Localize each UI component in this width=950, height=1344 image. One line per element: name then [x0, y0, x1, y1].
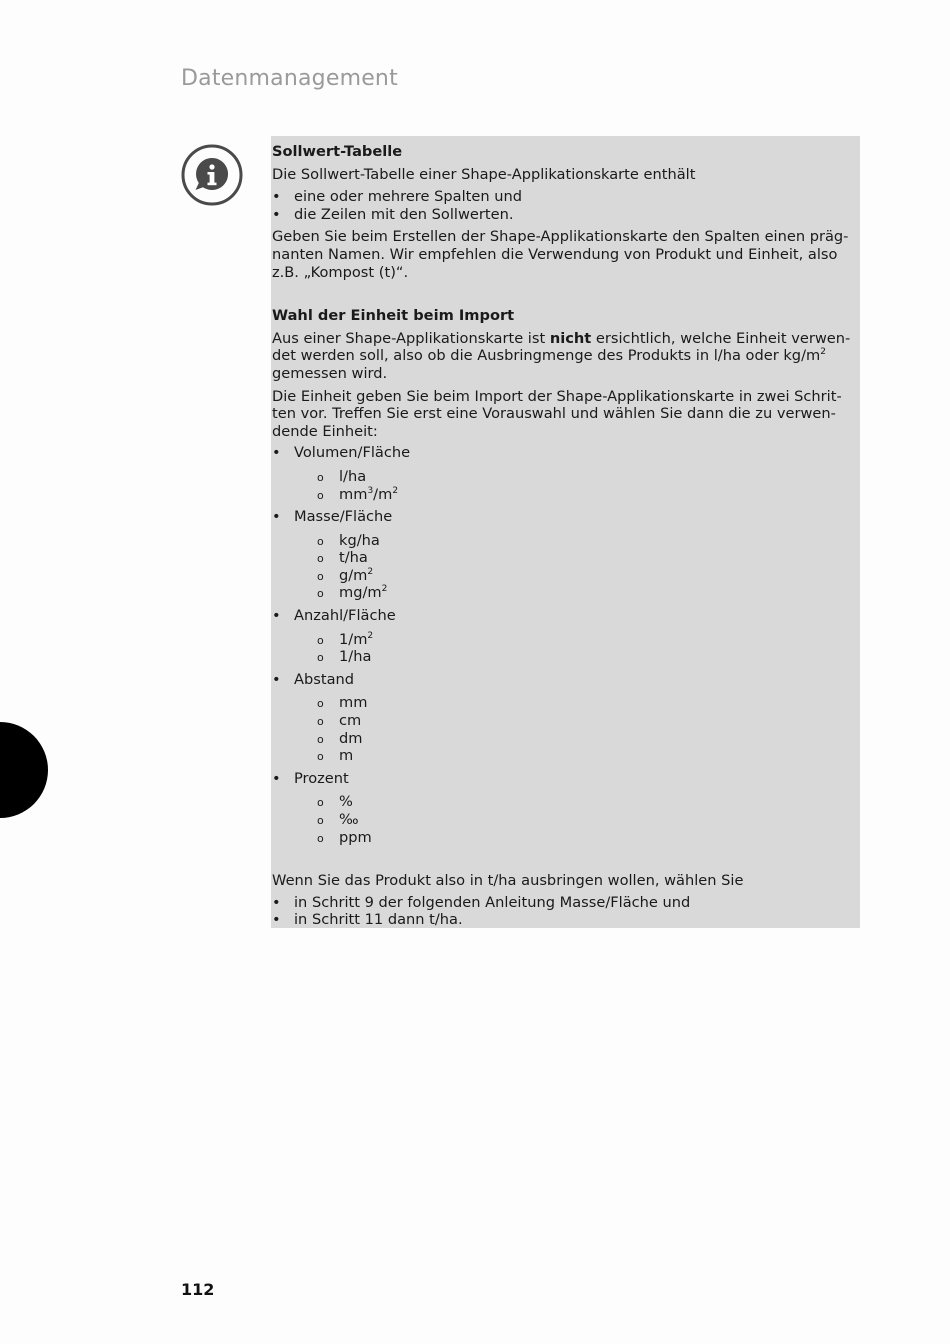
unit-list — [272, 444, 852, 846]
unit-option — [294, 631, 852, 649]
unit-option — [294, 648, 852, 666]
closing-sentence: Wenn Sie das Produkt also in t/ha ausbringen wollen, wählen Sie — [272, 872, 744, 890]
unit-category — [272, 607, 852, 666]
unit-option — [294, 549, 852, 567]
superscript: 2 — [367, 566, 374, 577]
unit-option — [294, 747, 852, 765]
superscript: 3 — [367, 485, 374, 496]
unit-option — [294, 829, 852, 847]
list-item: • die Zeilen mit den Sollwerten. — [272, 206, 852, 224]
list-item: • in Schritt 11 dann t/ha. — [272, 911, 852, 929]
unit-text: m — [339, 747, 354, 765]
unit-text: kg/ha — [339, 531, 380, 549]
unit-option — [294, 567, 852, 585]
text-line: Die Einheit geben Sie beim Import der Shape-Applikationskarte in zwei Schrit- — [272, 387, 842, 405]
unit-option — [294, 712, 852, 730]
unit-text: cm — [339, 712, 362, 730]
unit-sublist — [294, 532, 852, 602]
page-header-title: Datenmanagement — [181, 66, 398, 91]
unit-option — [294, 584, 852, 602]
unit-option — [294, 811, 852, 829]
unit-sublist — [294, 793, 852, 846]
sollwert-list — [272, 188, 852, 223]
unit-category-label: Masse/Fläche — [294, 508, 393, 526]
unit-text: mm — [339, 694, 368, 712]
unit-option — [294, 486, 852, 504]
page-number: 112 — [181, 1280, 215, 1299]
unit-text: ‰ — [339, 811, 359, 828]
emphasis-nicht: nicht — [549, 329, 592, 347]
chapter-thumb-tab — [0, 722, 48, 818]
text-line: Geben Sie beim Erstellen der Shape-Applikationskarte den Spalten einen präg- — [272, 228, 849, 246]
unit-category-label: Prozent — [294, 769, 349, 787]
unit-text: l/ha — [339, 467, 367, 485]
unit-option — [294, 730, 852, 748]
text-segment: ersichtlich, welche Einheit verwen- — [591, 329, 851, 347]
list-item: • in Schritt 9 der folgenden Anleitung Masse/Fläche und — [272, 894, 852, 912]
text-line: dende Einheit: — [272, 422, 378, 440]
list-item: • eine oder mehrere Spalten und — [272, 188, 852, 206]
text-line: z.B. „Kompost (t)“. — [272, 263, 409, 281]
unit-sublist — [294, 468, 852, 503]
unit-text: % — [339, 793, 353, 811]
unit-category — [272, 671, 852, 765]
unit-option — [294, 793, 852, 811]
unit-text: t/ha — [339, 549, 368, 567]
closing-list — [272, 894, 852, 929]
unit-text: ppm — [339, 828, 372, 846]
sollwert-paragraph — [272, 228, 852, 281]
unit-text: mg/m — [339, 584, 382, 602]
superscript: 2 — [367, 630, 374, 641]
superscript: 2 — [392, 485, 399, 496]
unit-text: 1/ha — [339, 648, 372, 666]
unit-text: g/m — [339, 566, 368, 584]
einheit-paragraph-1 — [272, 330, 852, 383]
unit-category — [272, 508, 852, 602]
unit-option — [294, 694, 852, 712]
text-line: nanten Namen. Wir empfehlen die Verwendung von Produkt und Einheit, also — [272, 245, 838, 263]
section-title-sollwert-tabelle: Sollwert-Tabelle — [272, 143, 403, 160]
unit-category — [272, 770, 852, 846]
unit-category — [272, 444, 852, 503]
text-line: gemessen wird. — [272, 364, 388, 382]
unit-category-label: Volumen/Fläche — [294, 444, 411, 462]
unit-option — [294, 532, 852, 550]
unit-option — [294, 468, 852, 486]
unit-text: dm — [339, 729, 363, 747]
unit-category-label: Abstand — [294, 670, 355, 688]
superscript: 2 — [820, 347, 826, 358]
unit-category-label: Anzahl/Fläche — [294, 607, 396, 625]
text-segment: Aus einer Shape-Applikationskarte ist — [272, 329, 550, 347]
unit-text: /m — [373, 485, 393, 503]
section-title-einheit-import: Wahl der Einheit beim Import — [272, 307, 515, 325]
unit-text: mm — [339, 485, 368, 503]
einheit-paragraph-2 — [272, 388, 852, 441]
unit-text: 1/m — [339, 630, 368, 648]
unit-sublist — [294, 694, 852, 764]
info-box — [271, 136, 860, 928]
superscript: 2 — [381, 584, 388, 595]
unit-sublist — [294, 631, 852, 666]
text-line: det werden soll, also ob die Ausbringmenge des Produkts in l/ha oder kg/m — [272, 347, 821, 365]
sollwert-intro: Die Sollwert-Tabelle einer Shape-Applikationskarte enthält — [272, 165, 696, 183]
text-line: ten vor. Treffen Sie erst eine Vorauswahl und wählen Sie dann die zu verwen- — [272, 405, 836, 423]
info-icon — [180, 143, 244, 207]
